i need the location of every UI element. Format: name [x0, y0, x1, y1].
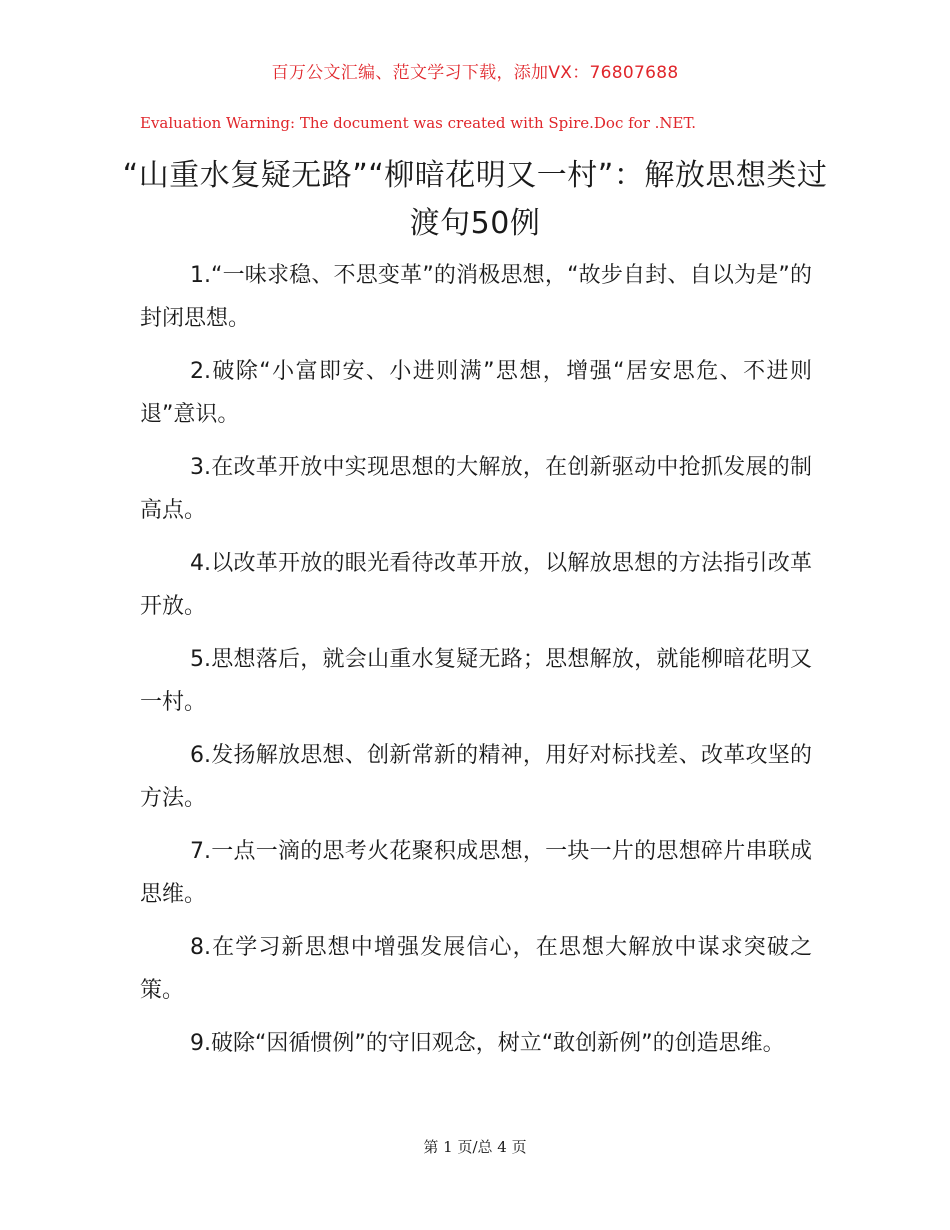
list-item: 3.在改革开放中实现思想的大解放，在创新驱动中抢抓发展的制高点。 [140, 455, 812, 523]
transition-sentence-list [140, 254, 812, 1075]
page-footer: 第 1 页/总 4 页 [423, 1138, 527, 1156]
list-item: 7.一点一滴的思考火花聚积成思想，一块一片的思想碎片串联成思维。 [140, 839, 812, 907]
document-title: “山重水复疑无路”“柳暗花明又一村”：解放思想类过渡句50例 [122, 158, 828, 241]
list-item: 6.发扬解放思想、创新常新的精神，用好对标找差、改革攻坚的方法。 [140, 743, 812, 811]
list-item: 4.以改革开放的眼光看待改革开放，以解放思想的方法指引改革开放。 [140, 551, 812, 619]
header-note: 百万公文汇编、范文学习下载，添加VX：76807688 [271, 63, 679, 83]
evaluation-warning: Evaluation Warning: The document was created with Spire.Doc for .NET. [140, 114, 697, 132]
list-item: 1.“一味求稳、不思变革”的消极思想，“故步自封、自以为是”的封闭思想。 [140, 263, 812, 331]
list-item: 8.在学习新思想中增强发展信心，在思想大解放中谋求突破之策。 [140, 935, 812, 1003]
list-item: 9.破除“因循惯例”的守旧观念，树立“敢创新例”的创造思维。 [190, 1031, 785, 1056]
list-item: 5.思想落后，就会山重水复疑无路；思想解放，就能柳暗花明又一村。 [140, 647, 812, 715]
list-item: 2.破除“小富即安、小进则满”思想，增强“居安思危、不进则退”意识。 [140, 359, 812, 427]
